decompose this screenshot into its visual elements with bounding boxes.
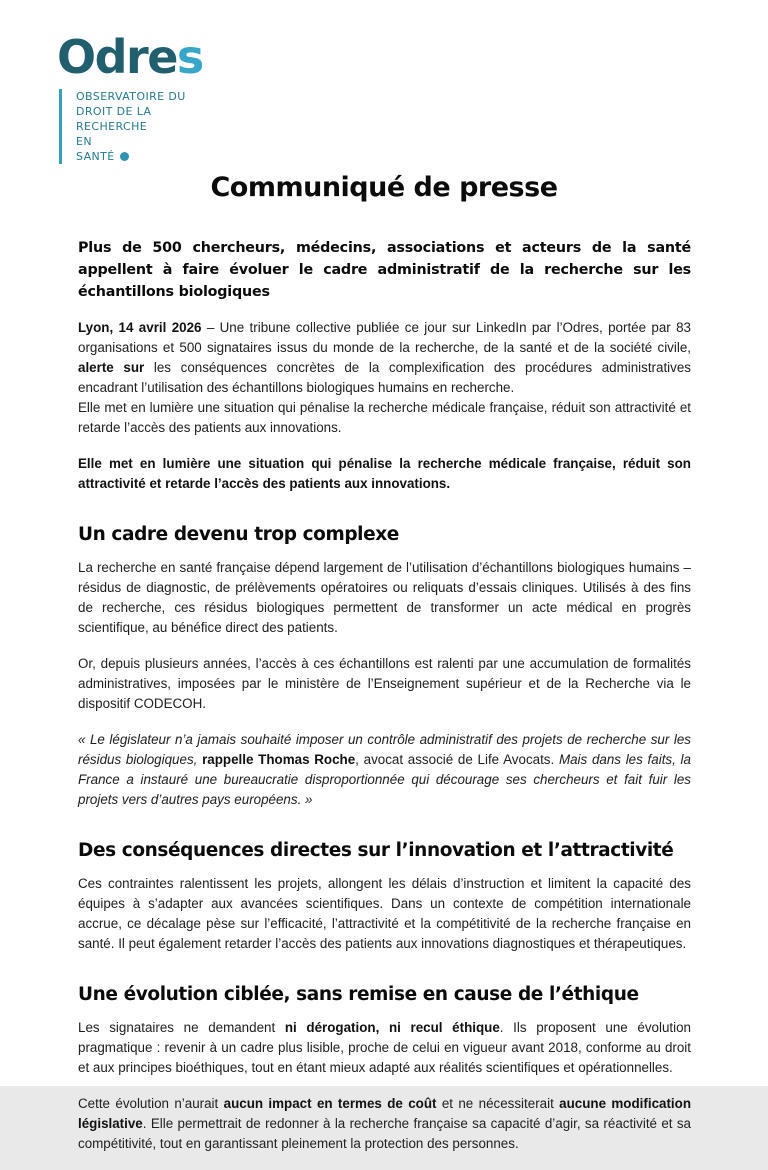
paragraph xyxy=(78,1094,691,1154)
lead-paragraph xyxy=(78,318,691,438)
tagline-line: SANTÉ xyxy=(76,150,115,163)
tagline-bar xyxy=(59,89,62,164)
text-segment: rappelle Thomas Roche xyxy=(202,752,356,767)
text-segment: Mais dans les faits, la France a instauré une bureaucratie disproportionnée qui décourage ses chercheurs et fait fuir les projets vers d’autres pays européens. » xyxy=(78,752,691,807)
wordmark-main: Odre xyxy=(57,30,177,84)
logo-tagline xyxy=(59,89,203,164)
paragraph: Or, depuis plusieurs années, l’accès à ces échantillons est ralenti par une accumulation de formalités administratives, imposées par le ministère de l’Enseignement supérieur et de la Recherche via le dispositif CODECOH. xyxy=(78,656,691,711)
section-heading-consequences: Des conséquences directes sur l’innovation et l’attractivité xyxy=(78,840,674,861)
text-segment: les conséquences concrètes de la complexification des procédures administratives encadrant l’utilisation des échantillons biologiques humains en recherche. xyxy=(78,360,691,395)
quote-paragraph xyxy=(78,730,691,810)
section-heading-evolution: Une évolution ciblée, sans remise en cause de l’éthique xyxy=(78,984,639,1005)
page-title: Communiqué de presse xyxy=(210,172,558,203)
press-release-body xyxy=(78,237,691,1170)
paragraph: Ces contraintes ralentissent les projets, allongent les délais d’instruction et limitent la capacité des équipes à s’adapter aux avancées scientifiques. Dans un contexte de compétition internationale accrue, ce décalage pèse sur l’efficacité, l’attractivité et la compétitivité de la recherche française en santé. Il peut également retarder l’accès des patients aux innovations diagnostiques et thérapeutiques. xyxy=(78,876,691,951)
text-segment: ni dérogation, ni recul éthique xyxy=(284,1020,500,1035)
headline: Plus de 500 chercheurs, médecins, associations et acteurs de la santé appellent à faire évoluer le cadre administratif de la recherche sur les échantillons biologiques xyxy=(78,240,691,300)
odres-logo xyxy=(57,30,203,164)
emphasis-paragraph: Elle met en lumière une situation qui pénalise la recherche médicale française, réduit son attractivité et retarde l’accès des patients aux innovations. xyxy=(78,456,691,491)
tagline-line: RECHERCHE xyxy=(76,120,148,133)
paragraph: La recherche en santé française dépend largement de l’utilisation d’échantillons biologiques humains – résidus de diagnostic, de prélèvements opératoires ou reliquats d’essais cliniques. Utilisés à des fins de recherche, ces résidus biologiques permettent de transformer un acte médical en progrès scientifique, au bénéfice direct des patients. xyxy=(78,560,691,635)
text-segment: Lyon, 14 avril 2026 xyxy=(78,320,207,335)
text-segment: Elle met en lumière une situation qui pénalise la recherche médicale française, réduit son attractivité et retarde l’accès des patients aux innovations. xyxy=(78,400,691,435)
text-segment: Les signataires ne demandent xyxy=(78,1020,285,1035)
text-segment: – Une tribune collective publiée ce jour sur LinkedIn par l’Odres, portée par 83 organisations et 500 signataires issus du monde de la recherche, de la santé et de la société civile, xyxy=(78,320,692,355)
tagline-line: OBSERVATOIRE DU xyxy=(76,90,186,103)
text-segment: « Le législateur n’a jamais souhaité imposer un contrôle administratif des projets de recherche sur les résidus biologiques, xyxy=(78,732,691,767)
circle-dot-icon xyxy=(120,152,129,161)
text-segment: . Elle permettrait de redonner à la recherche française sa capacité d’agir, sa réactivité et sa compétitivité, tout en garantissant pleinement la protection des personnes. xyxy=(78,1116,691,1151)
tagline-line: DROIT DE LA xyxy=(76,105,152,118)
text-segment: . Ils proposent une évolution pragmatique : revenir à un cadre plus lisible, proche de celui en vigueur avant 2018, conforme au droit et aux principes bioéthiques, tout en étant mieux adapté aux réalités scientifiques et opérationnelles. xyxy=(78,1020,691,1075)
tagline-line: EN xyxy=(76,135,92,148)
text-segment: , avocat associé de Life Avocats. xyxy=(355,752,559,767)
text-segment: aucune modification législative xyxy=(78,1096,691,1131)
tagline-lines xyxy=(76,89,186,164)
text-segment: aucun impact en termes de coût xyxy=(223,1096,437,1111)
odres-wordmark xyxy=(57,30,203,84)
section-heading-cadre: Un cadre devenu trop complexe xyxy=(78,524,399,545)
text-segment: alerte sur xyxy=(78,360,145,375)
wordmark-accent: s xyxy=(176,30,203,84)
text-segment: Cette évolution n’aurait xyxy=(78,1096,224,1111)
tagline-line-sante xyxy=(76,149,186,164)
text-segment: et ne nécessiterait xyxy=(436,1096,560,1111)
paragraph xyxy=(78,1018,691,1078)
